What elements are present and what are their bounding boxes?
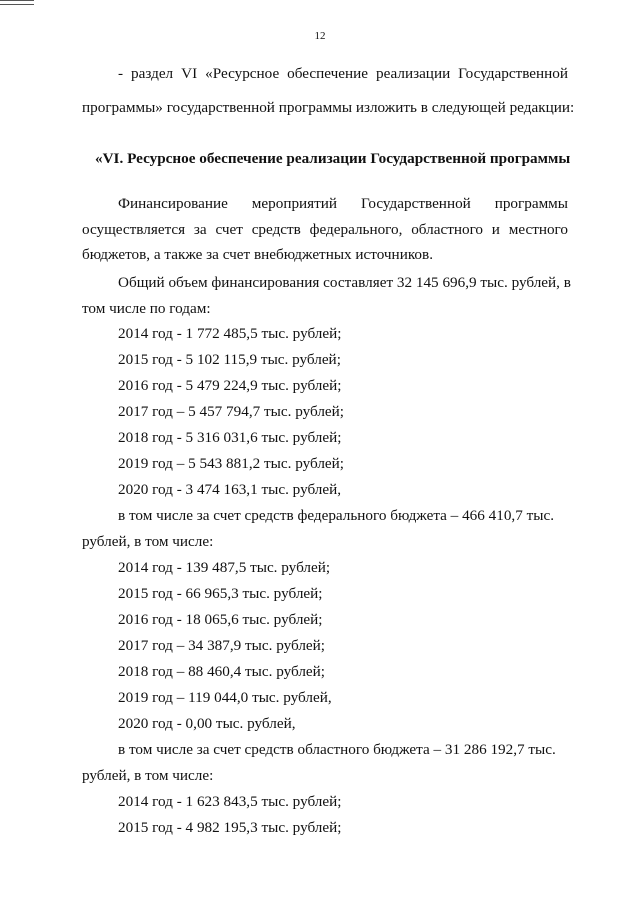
federal-year-line: 2019 год – 119 044,0 тыс. рублей, — [118, 689, 332, 706]
federal-year-line: 2018 год – 88 460,4 тыс. рублей; — [118, 663, 326, 680]
federal-year-line: 2014 год - 139 487,5 тыс. рублей; — [118, 559, 331, 576]
regional-year-line: 2015 год - 4 982 195,3 тыс. рублей; — [118, 819, 342, 836]
intro-line-1: - раздел VI «Ресурсное обеспечение реализации Государственной — [118, 65, 568, 82]
scan-edge-mark — [0, 0, 34, 5]
total-year-line: 2017 год – 5 457 794,7 тыс. рублей; — [118, 403, 345, 420]
financing-line-1: Финансирование мероприятий Государственной программы — [118, 195, 568, 212]
total-year-line: 2020 год - 3 474 163,1 тыс. рублей, — [118, 481, 342, 498]
total-year-line: 2014 год - 1 772 485,5 тыс. рублей; — [118, 325, 342, 342]
regional-line-1: в том числе за счет средств областного бюджета – 31 286 192,7 тыс. — [118, 741, 556, 758]
total-line-2: том числе по годам: — [82, 300, 211, 317]
financing-line-2: осуществляется за счет средств федерального, областного и местного — [82, 221, 568, 238]
total-line-1: Общий объем финансирования составляет 32 145 696,9 тыс. рублей, в — [118, 274, 571, 291]
regional-line-2: рублей, в том числе: — [82, 767, 214, 784]
federal-year-line: 2015 год - 66 965,3 тыс. рублей; — [118, 585, 323, 602]
page-number: 12 — [314, 30, 326, 42]
federal-year-line: 2017 год – 34 387,9 тыс. рублей; — [118, 637, 326, 654]
regional-year-line: 2014 год - 1 623 843,5 тыс. рублей; — [118, 793, 342, 810]
intro-line-2: программы» государственной программы изложить в следующей редакции: — [82, 99, 575, 116]
federal-line-1: в том числе за счет средств федерального бюджета – 466 410,7 тыс. — [118, 507, 555, 524]
section-title: «VI. Ресурсное обеспечение реализации Государственной программы — [95, 150, 571, 167]
total-year-line: 2019 год – 5 543 881,2 тыс. рублей; — [118, 455, 345, 472]
total-year-line: 2016 год - 5 479 224,9 тыс. рублей; — [118, 377, 342, 394]
total-year-line: 2018 год - 5 316 031,6 тыс. рублей; — [118, 429, 342, 446]
federal-year-line: 2020 год - 0,00 тыс. рублей, — [118, 715, 296, 732]
total-year-line: 2015 год - 5 102 115,9 тыс. рублей; — [118, 351, 341, 368]
federal-year-line: 2016 год - 18 065,6 тыс. рублей; — [118, 611, 323, 628]
financing-line-3: бюджетов, а также за счет внебюджетных источников. — [82, 246, 433, 263]
federal-line-2: рублей, в том числе: — [82, 533, 214, 550]
